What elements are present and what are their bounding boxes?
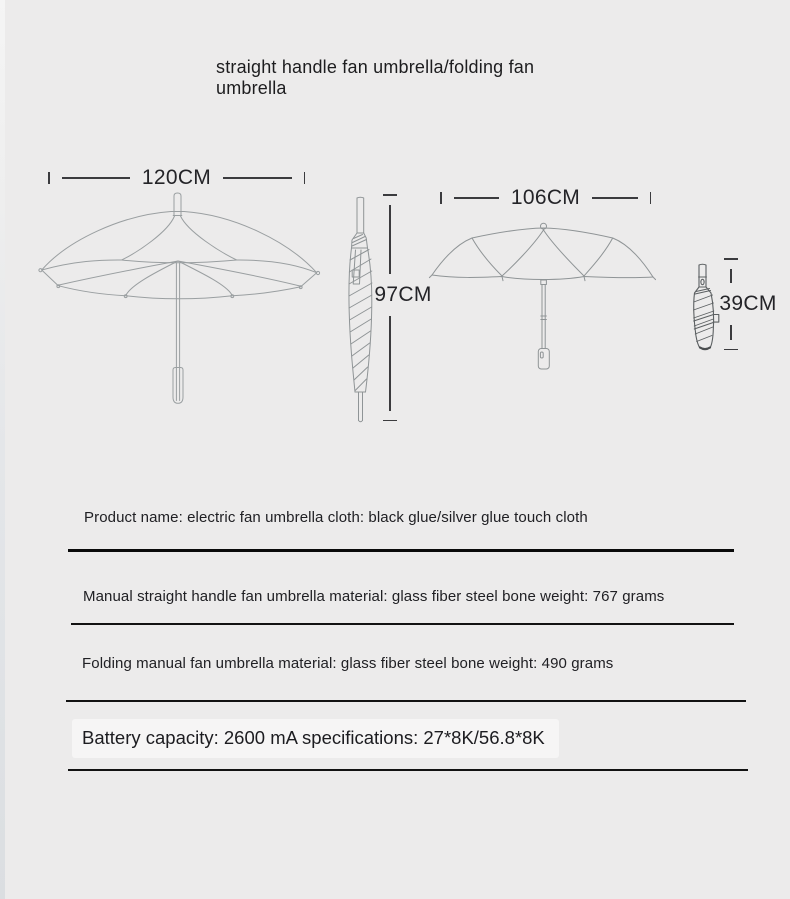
open-straight-umbrella-drawing — [30, 190, 322, 405]
dimension-tick — [383, 420, 397, 422]
closed-straight-umbrella-drawing — [338, 192, 378, 426]
spec-row-product-name: Product name: electric fan umbrella cloth: black glue/silver glue touch cloth — [84, 509, 588, 526]
dimension-line — [730, 325, 732, 340]
dimension-tick — [650, 192, 652, 204]
dimension-line — [454, 197, 499, 199]
divider-line — [71, 623, 734, 625]
dimension-line — [62, 177, 130, 179]
spec-row-battery: Battery capacity: 2600 mA specifications: 27*8K/56.8*8K — [72, 719, 559, 758]
page-edge-strip — [0, 0, 5, 899]
dimension-line — [592, 197, 637, 199]
dimension-tick — [383, 194, 397, 196]
dimension-closed-straight-length — [374, 194, 432, 421]
spec-row-straight-umbrella: Manual straight handle fan umbrella material: glass fiber steel bone weight: 767 grams — [83, 588, 665, 605]
folded-umbrella-drawing — [688, 260, 724, 353]
dimension-label-97cm: 97CM — [374, 283, 432, 307]
spec-row-folding-umbrella: Folding manual fan umbrella material: glass fiber steel bone weight: 490 grams — [82, 655, 614, 672]
dimension-line — [389, 205, 391, 275]
dimension-open-straight-width — [48, 166, 305, 190]
dimension-tick — [304, 172, 306, 184]
dimension-label-106cm: 106CM — [510, 186, 581, 209]
divider-line — [66, 700, 746, 702]
dimension-tick — [440, 192, 442, 204]
dimension-line — [389, 316, 391, 410]
dimension-tick — [724, 349, 738, 351]
dimension-folded-length — [719, 258, 777, 350]
open-folding-umbrella-drawing — [428, 220, 656, 372]
dimension-open-folding-width — [440, 186, 651, 210]
dimension-label-39cm: 39CM — [719, 292, 777, 315]
dimension-line — [730, 269, 732, 284]
page-title: straight handle fan umbrella/folding fan umbrella — [216, 57, 535, 98]
divider-line — [68, 549, 734, 552]
divider-line — [68, 769, 748, 771]
dimension-label-120cm: 120CM — [141, 166, 212, 189]
dimension-tick — [724, 258, 738, 260]
dimension-tick — [48, 172, 50, 184]
dimension-line — [223, 177, 291, 179]
